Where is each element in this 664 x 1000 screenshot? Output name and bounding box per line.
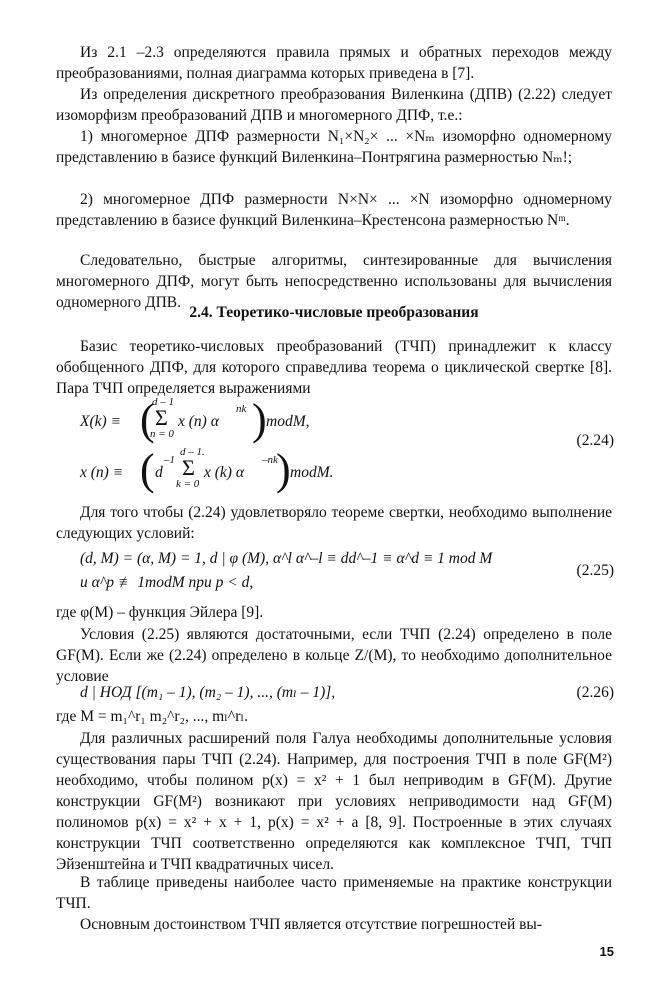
eq24-line1-lhs: X(k) ≡ <box>80 413 122 430</box>
eq24-line2-lower-limit: k = 0 <box>176 478 200 490</box>
eq24-line1-open-paren: ( <box>140 395 155 444</box>
eq24-line2-close-paren: ) <box>276 445 291 494</box>
page-number: 15 <box>599 944 614 959</box>
eq24-line2-body: x (k) α <box>204 464 244 481</box>
paragraph-sufficient-conditions: Условия (2.25) являются достаточными, если ТЧП (2.24) определено в поле GF(M). Если же (2.24) определено в кольце Z/(M), то необходимо дополнительное условие <box>56 626 612 685</box>
eq24-line2-d-exponent: –1 <box>164 454 175 466</box>
eq24-line2-d: d <box>155 464 163 481</box>
paragraph-vilenkin-definition: Из определения дискретного преобразования Виленкина (ДПВ) (2.22) следует изоморфизм преобразований ДПВ и многомерного ДПФ, т.е.: <box>56 86 612 124</box>
eq24-line1-upper-limit: d – 1 <box>152 396 174 408</box>
paragraph-convolution-conditions: Для того чтобы (2.24) удовлетворяло теореме свертки, необходимо выполнение следующих условий: <box>56 504 612 542</box>
paragraph-euler-function: где φ(M) – функция Эйлера [9]. <box>56 604 264 621</box>
paragraph-table-reference: В таблице приведены наиболее часто применяемые на практике конструкции ТЧП. <box>56 874 612 912</box>
eq26-body: d | НОД [(m₁ – 1), (m₂ – 1), ..., (mₗ – 1)], <box>80 684 336 701</box>
paragraph-galois-extensions: Для различных расширений поля Галуа необходимы дополнительные условия существования пары ТЧП (2.24). Например, для построения ТЧП в поле GF(M²) необходимо, чтобы полином p(x) = x² + 1 был неприводим в GF(M). Другие конструкции GF(M²) возникают при условиях неприводимости над GF(M) полиномов p(x) = x² + x + 1, p(x) = x² + a [8, 9]. Построенные в этих случаях конструкции ТЧП соответственно определяются как комплексное ТЧП, ТЧП Эйзенштейна и ТЧП квадратичных чисел. <box>56 730 612 873</box>
paragraph-advantages: Основным достоинством ТЧП является отсутствие погрешностей вы- <box>80 916 543 933</box>
eq24-line1-body: x (n) α <box>178 413 219 430</box>
eq24-number: (2.24) <box>576 432 614 449</box>
paragraph-conclusion: Следовательно, быстрые алгоритмы, синтезированные для вычисления многомерного ДПФ, могут быть непосредственно использованы для вычисления одномерного ДПВ. <box>56 252 612 311</box>
eq24-line1-exponent: nk <box>236 403 247 415</box>
eq24-line1-mod: modM, <box>266 413 310 430</box>
eq25-number: (2.25) <box>576 562 614 579</box>
eq24-line1-sum-sign: Σ <box>155 405 168 430</box>
eq25-line1: (d, M) = (α, M) = 1, d | φ (M), α^l α^–l ≡ dd^–1 ≡ α^d ≡ 1 mod M <box>80 550 493 567</box>
eq24-line2-upper-limit: d – 1. <box>180 446 205 458</box>
eq24-line1-lower-limit: n = 0 <box>150 428 174 440</box>
eq24-line2-mod: modM. <box>290 464 334 481</box>
paragraph-ntt-basis: Базис теоретико-числовых преобразований (ТЧП) принадлежит к классу обобщенного ДПФ, для которого справедлива теорема о циклической свертке [8]. Пара ТЧП определяется выражениями <box>56 338 612 397</box>
eq24-line2-sum-sign: Σ <box>182 455 195 480</box>
eq26-number: (2.26) <box>576 684 614 701</box>
eq24-line1-close-paren: ) <box>252 395 267 444</box>
paragraph-isomorphism-2: 2) многомерное ДПФ размерности N×N× ... ×N изоморфно одномерному представлению в базисе функций Виленкина–Крестенсона размерностью Nᵐ. <box>56 191 612 229</box>
eq24-line2-exponent: –nk <box>262 454 278 466</box>
eq24-line2-lhs: x (n) ≡ <box>80 464 124 481</box>
paragraph-m-decomposition: где M = m₁^r₁ m₂^r₂, ..., mₗ^rₗ. <box>56 708 248 725</box>
section-title: 2.4. Теоретико-числовые преобразования <box>189 304 479 321</box>
paragraph-transitions: Из 2.1 –2.3 определяются правила прямых и обратных переходов между преобразованиями, полная диаграмма которых приведена в [7]. <box>56 44 612 82</box>
paragraph-isomorphism-1: 1) многомерное ДПФ размерности N₁×N₂× ... ×Nₘ изоморфно одномерному представлению в базисе функций Виленкина–Понтрягина размерностью Nₘ!; <box>56 128 612 166</box>
eq24-line2-open-paren: ( <box>140 445 155 494</box>
eq25-line2: и α^p ≢ 1modM при p < d, <box>80 574 254 591</box>
